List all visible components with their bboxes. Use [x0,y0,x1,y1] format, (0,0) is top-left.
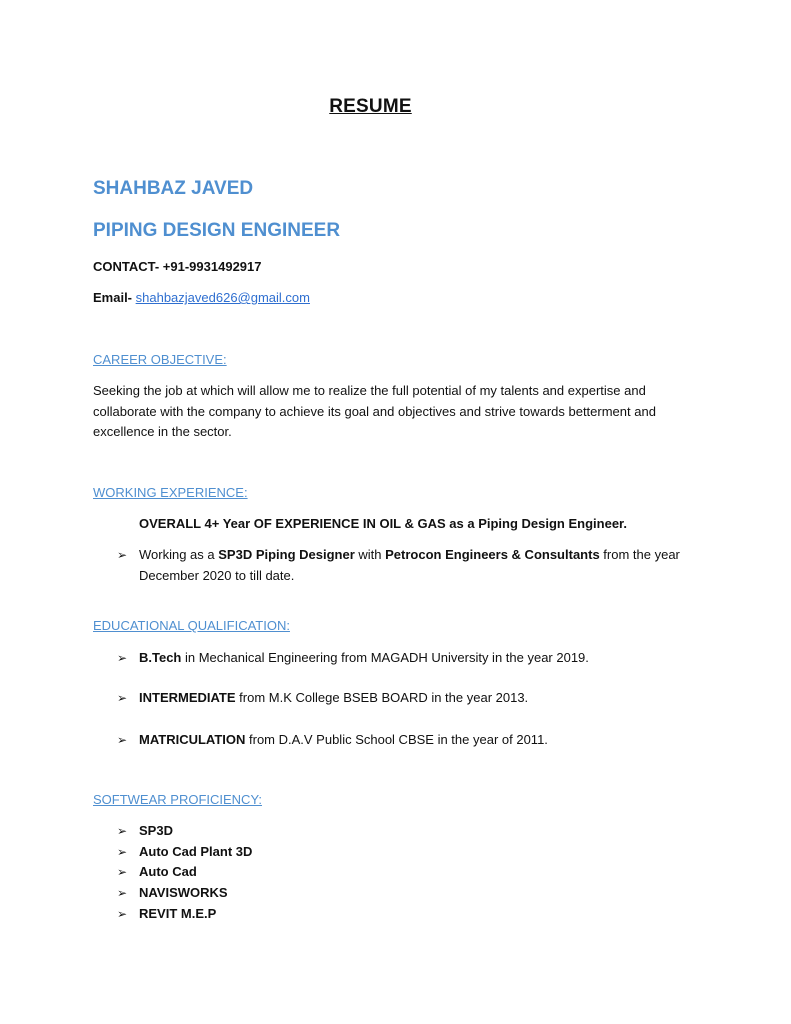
education-item: ➢ INTERMEDIATE from M.K College BSEB BOARD in the year 2013. [117,688,528,709]
candidate-role: PIPING DESIGN ENGINEER [93,220,341,241]
experience-item: ➢ Working as a SP3D Piping Designer with Petrocon Engineers & Consultants from the year December 2020 to till date. [117,547,680,583]
bullet-arrow-icon: ➢ [117,548,128,562]
resume-title: RESUME [329,96,412,117]
overall-experience: OVERALL 4+ Year OF EXPERIENCE IN OIL & GAS as a Piping Design Engineer. [139,516,628,531]
bullet-arrow-icon: ➢ [117,824,128,838]
bullet-arrow-icon: ➢ [117,651,128,665]
software-item: ➢ Auto Cad Plant 3D [117,842,252,863]
software-item: ➢ NAVISWORKS [117,883,228,904]
candidate-name: SHAHBAZ JAVED [93,178,254,199]
bullet-arrow-icon: ➢ [117,907,128,921]
contact-line: CONTACT- +91-9931492917 [93,259,262,274]
working-experience-heading: WORKING EXPERIENCE: [93,485,248,500]
education-item: ➢ MATRICULATION from D.A.V Public School CBSE in the year of 2011. [117,730,548,751]
career-objective-text: Seeking the job at which will allow me to realize the full potential of my talents and expertise and collaborate with the company to achieve its goal and objectives and strive towards betterment and excellence in the sector. [93,383,656,439]
software-item: ➢ REVIT M.E.P [117,904,216,925]
bullet-arrow-icon: ➢ [117,865,128,879]
bullet-arrow-icon: ➢ [117,733,128,747]
software-item: ➢ Auto Cad [117,862,197,883]
education-heading: EDUCATIONAL QUALIFICATION: [93,618,290,633]
career-objective-heading: CAREER OBJECTIVE: [93,352,227,367]
email-label: Email- [93,290,136,305]
bullet-arrow-icon: ➢ [117,691,128,705]
software-item: ➢ SP3D [117,821,173,842]
bullet-arrow-icon: ➢ [117,886,128,900]
bullet-arrow-icon: ➢ [117,845,128,859]
email-line [93,290,310,305]
email-link[interactable]: shahbazjaved626@gmail.com [135,290,310,305]
software-heading: SOFTWEAR PROFICIENCY: [93,792,263,807]
education-item: ➢ B.Tech in Mechanical Engineering from MAGADH University in the year 2019. [117,648,589,669]
